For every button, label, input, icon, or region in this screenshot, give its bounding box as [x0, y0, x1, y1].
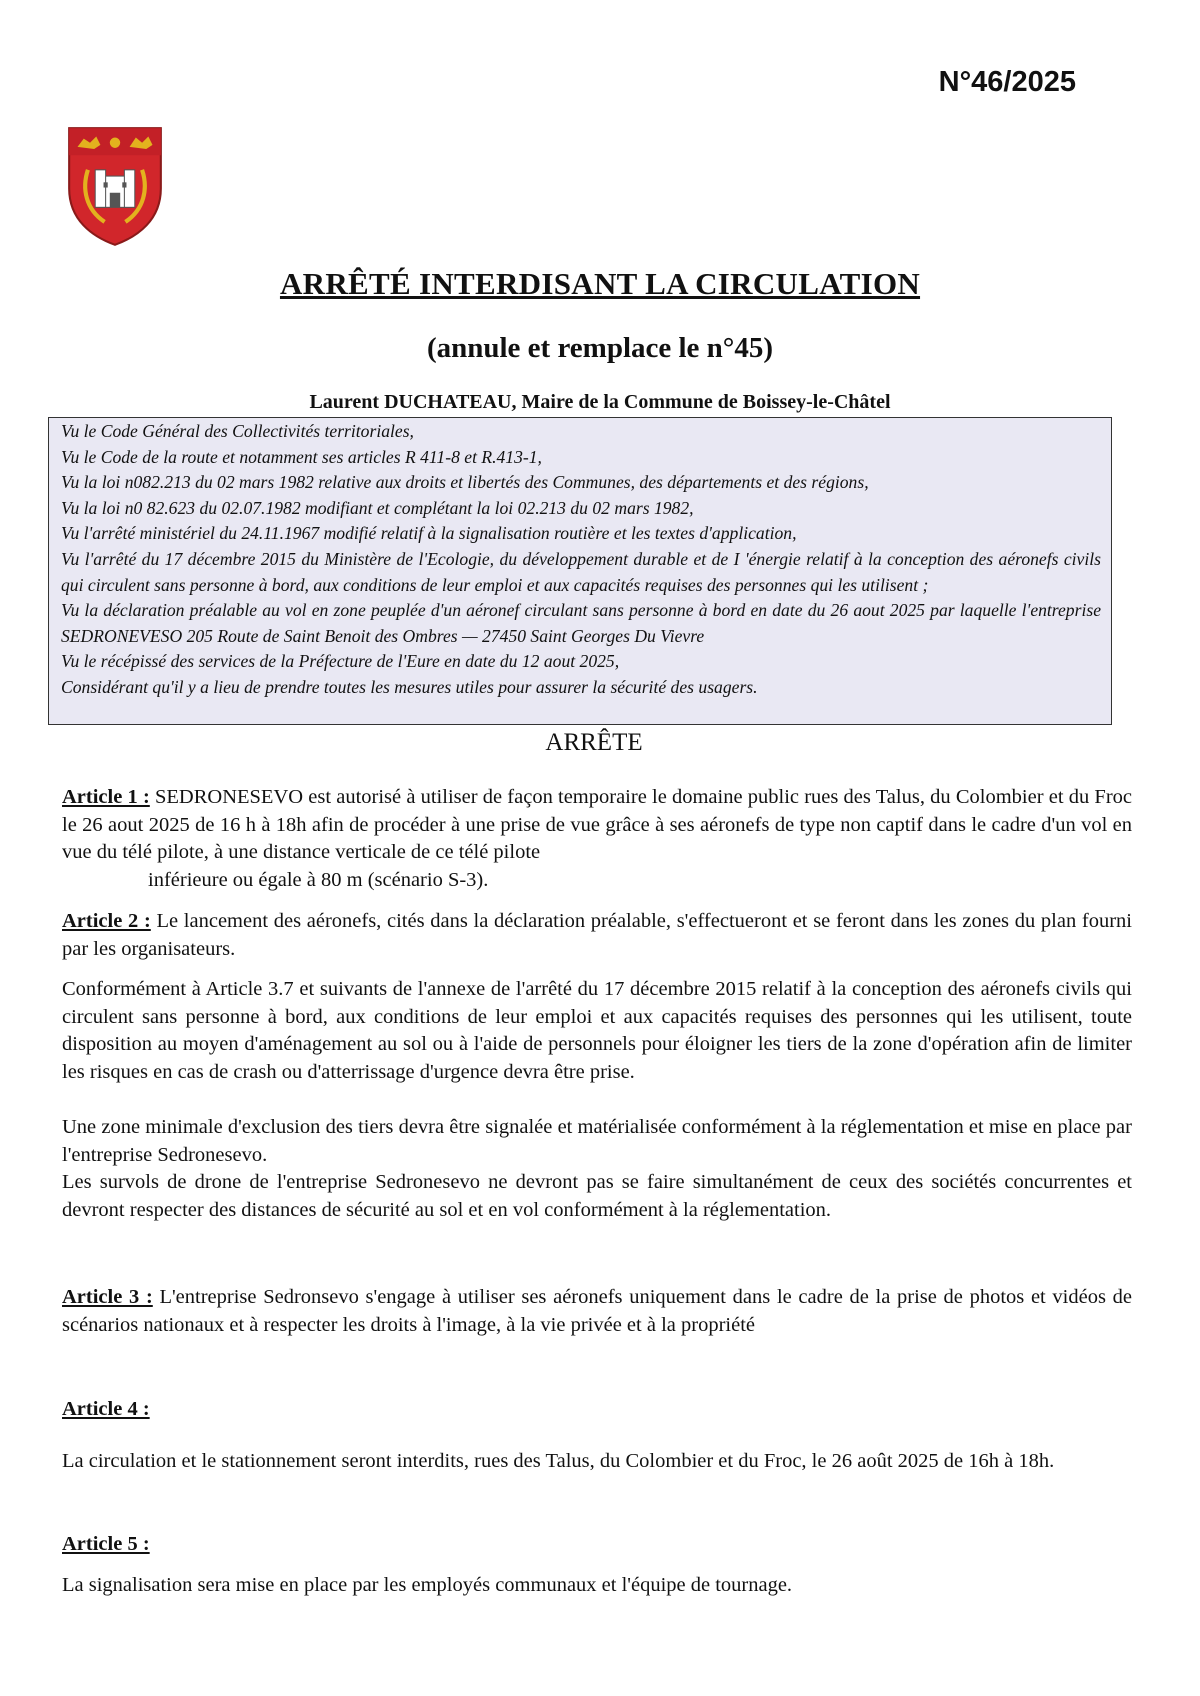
document-number: N°46/2025 — [938, 66, 1076, 98]
article-4-label: Article 4 : — [62, 1398, 150, 1420]
arrete-heading: ARRÊTE — [545, 729, 643, 756]
considerant-line: Vu la loi n0 82.623 du 02.07.1982 modifiant et complétant la loi 02.213 du 02 mars 1982, — [61, 497, 694, 518]
article-2-label: Article 2 : — [62, 910, 151, 932]
article-3 — [62, 1284, 1132, 1339]
article-5-label: Article 5 : — [62, 1533, 150, 1555]
considerant-line: Considérant qu'il y a lieu de prendre toutes les mesures utiles pour assurer la sécurité des usagers. — [61, 676, 758, 697]
article-3-label: Article 3 : — [62, 1286, 153, 1308]
article-3-text: L'entreprise Sedronsevo s'engage à utiliser ses aéronefs uniquement dans le cadre de la prise de photos et vidéos de scénarios nationaux et à respecter les droits à l'image, à la vie privée et à la propriété — [62, 1286, 1132, 1336]
article-5-text: La signalisation sera mise en place par les employés communaux et l'équipe de tournage. — [62, 1574, 793, 1596]
article-1-text-end: inférieure ou égale à 80 m (scénario S-3). — [148, 868, 489, 891]
article-1-label: Article 1 : — [62, 786, 150, 808]
considerant-line: Vu le Code de la route et notamment ses articles R 411-8 et R.413-1, — [61, 446, 542, 467]
article-2 — [62, 908, 1132, 963]
paragraph-conformement: Conformément à Article 3.7 et suivants de l'annexe de l'arrêté du 17 décembre 2015 relatif à la conception des aéronefs civils qui circulent sans personne à bord, aux conditions de leur emploi et aux capacités requises des personnes qui les utilisent, toute disposition au moyen d'aménagement au sol ou à l'aide de personnels pour éloigner les tiers de la zone d'opération afin de limiter les risques en cas de crash ou d'atterrissage d'urgence devra être prise. — [62, 978, 1132, 1083]
article-4-text: La circulation et le stationnement seront interdits, rues des Talus, du Colombier et du Froc, le 26 août 2025 de 16h à 18h. — [62, 1450, 1055, 1472]
considerant-line: Vu l'arrêté du 17 décembre 2015 du Ministère de l'Ecologie, du développement durable et de I 'énergie relatif à la conception des aéronefs civils qui circulent sans personne à bord, aux conditions de leur emploi et aux capacités requises des personnes qui les utilisent ; — [61, 548, 1101, 595]
paragraph-survols: Les survols de drone de l'entreprise Sedronesevo ne devront pas se faire simultanément de ceux des sociétés concurrentes et devront respecter des distances de sécurité au sol et en vol conformément à la réglementation. — [62, 1171, 1132, 1221]
article-1 — [62, 784, 1132, 894]
mayor-line: Laurent DUCHATEAU, Maire de la Commune de Boissey-le-Châtel — [309, 391, 891, 413]
coat-of-arms-icon — [60, 124, 170, 249]
considerants-box — [48, 417, 1112, 725]
considerant-line: Vu le récépissé des services de la Préfecture de l'Eure en date du 12 aout 2025, — [61, 651, 620, 672]
page-subtitle: (annule et remplace le n°45) — [426, 332, 774, 364]
considerant-line: Vu l'arrêté ministériel du 24.11.1967 modifié relatif à la signalisation routière et les textes d'application, — [61, 523, 797, 544]
article-2-text: Le lancement des aéronefs, cités dans la déclaration préalable, s'effectueront et se feront dans les zones du plan fourni par les organisateurs. — [62, 910, 1132, 960]
considerant-line: Vu la déclaration préalable au vol en zone peuplée d'un aéronef circulant sans personne à bord en date du 26 aout 2025 par laquelle l'entreprise SEDRONEVESO 205 Route de Saint Benoit des Ombres — 27450 Saint Georges Du Vievre — [61, 600, 1101, 646]
article-1-text: SEDRONESEVO est autorisé à utiliser de façon temporaire le domaine public rues des Talus, du Colombier et du Froc le 26 aout 2025 de 16 h à 18h afin de procéder à une prise de vue grâce à ses aéronefs de type non captif dans le cadre d'un vol en vue du télé pilote, à une distance verticale de ce télé pilote — [62, 786, 1132, 863]
paragraph-zone: Une zone minimale d'exclusion des tiers devra être signalée et matérialisée conformément à la réglementation et mise en place par l'entreprise Sedronesevo. — [62, 1116, 1132, 1166]
page-title: ARRÊTÉ INTERDISANT LA CIRCULATION — [279, 266, 921, 301]
considerant-line: Vu le Code Général des Collectivités territoriales, — [61, 421, 414, 441]
considerant-line: Vu la loi n082.213 du 02 mars 1982 relative aux droits et libertés des Communes, des départements et des régions, — [61, 472, 869, 493]
